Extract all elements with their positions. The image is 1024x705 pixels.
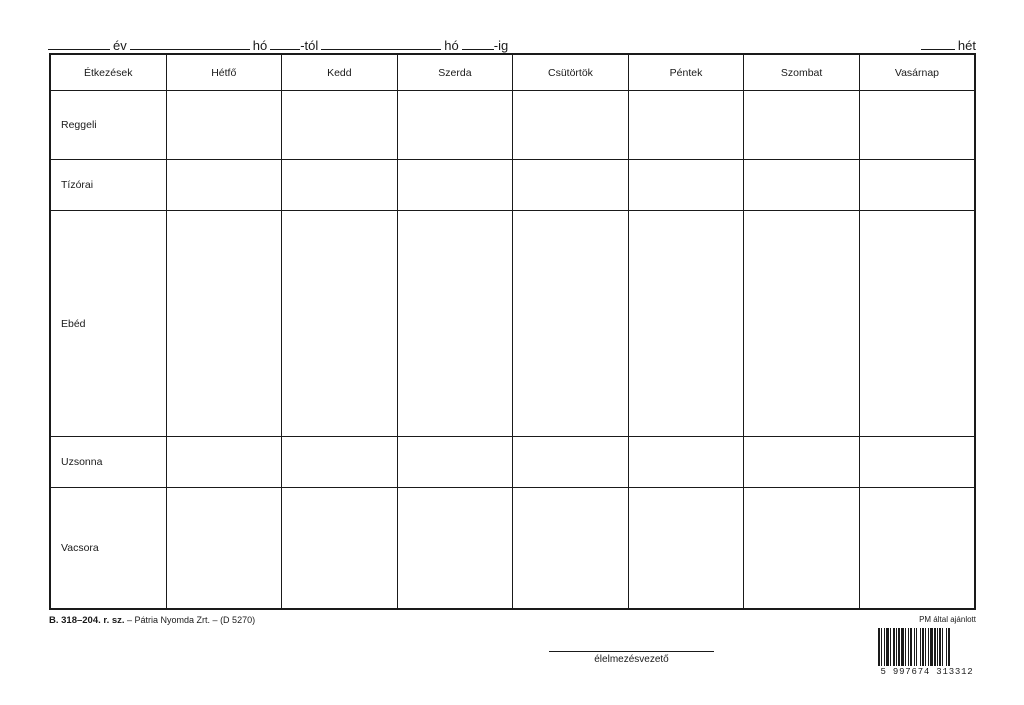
week-header: [921, 35, 976, 53]
week-label: hét: [957, 38, 976, 53]
column-header-tuesday: Kedd: [282, 54, 398, 91]
signature-label: élelmezésvezető: [594, 654, 669, 665]
signature-line[interactable]: [549, 651, 714, 665]
table-cell[interactable]: [744, 488, 860, 609]
table-cell[interactable]: [397, 488, 513, 609]
table-cell[interactable]: [859, 437, 975, 488]
table-cell[interactable]: [282, 488, 398, 609]
table-cell[interactable]: [282, 211, 398, 437]
week-blank[interactable]: [921, 49, 955, 50]
table-cell[interactable]: [628, 488, 744, 609]
month-to-label: hó: [444, 38, 459, 53]
table-row-morning-snack: [50, 160, 975, 211]
barcode: [878, 628, 976, 678]
column-header-wednesday: Szerda: [397, 54, 513, 91]
table-cell[interactable]: [628, 211, 744, 437]
table-cell[interactable]: [166, 211, 282, 437]
table-cell[interactable]: [859, 160, 975, 211]
table-cell[interactable]: [859, 488, 975, 609]
table-cell[interactable]: [744, 211, 860, 437]
to-suffix-label: -ig: [493, 38, 509, 53]
table-cell[interactable]: [744, 91, 860, 160]
recommendation-note: PM által ajánlott: [919, 615, 976, 624]
publisher-text: – Pátria Nyomda Zrt. – (D 5270): [124, 615, 256, 625]
form-code: B. 318–204. r. sz.: [49, 615, 125, 626]
table-cell[interactable]: [744, 160, 860, 211]
table-cell[interactable]: [166, 91, 282, 160]
table-cell[interactable]: [397, 211, 513, 437]
table-cell[interactable]: [859, 91, 975, 160]
column-header-friday: Péntek: [628, 54, 744, 91]
column-header-saturday: Szombat: [744, 54, 860, 91]
year-label: év: [113, 38, 127, 53]
table-cell[interactable]: [513, 160, 629, 211]
table-cell[interactable]: [282, 91, 398, 160]
barcode-digits: 5 997674 313312: [880, 667, 974, 677]
table-cell[interactable]: [166, 437, 282, 488]
day-to-blank[interactable]: [462, 49, 494, 50]
month-from-blank[interactable]: [130, 49, 250, 50]
year-blank[interactable]: [48, 49, 110, 50]
barcode-bars: [878, 628, 976, 666]
table-cell[interactable]: [513, 488, 629, 609]
table-row-dinner: [50, 488, 975, 609]
table-header-row: [50, 54, 975, 91]
table-cell[interactable]: [513, 91, 629, 160]
table-cell[interactable]: [166, 488, 282, 609]
table-cell[interactable]: [744, 437, 860, 488]
table-cell[interactable]: [282, 160, 398, 211]
column-header-monday: Hétfő: [166, 54, 282, 91]
period-header: [48, 35, 511, 53]
form-imprint: [49, 615, 255, 626]
row-label-breakfast: Reggeli: [50, 91, 166, 160]
month-from-label: hó: [252, 38, 268, 53]
table-cell[interactable]: [628, 91, 744, 160]
table-cell[interactable]: [513, 211, 629, 437]
column-header-sunday: Vasárnap: [859, 54, 975, 91]
table-cell[interactable]: [397, 91, 513, 160]
table-cell[interactable]: [628, 160, 744, 211]
table-cell[interactable]: [397, 160, 513, 211]
table-cell[interactable]: [513, 437, 629, 488]
month-to-blank[interactable]: [321, 49, 441, 50]
day-from-blank[interactable]: [270, 49, 300, 50]
row-label-dinner: Vacsora: [50, 488, 166, 609]
table-cell[interactable]: [282, 437, 398, 488]
row-label-morning-snack: Tízórai: [50, 160, 166, 211]
table-cell[interactable]: [859, 211, 975, 437]
table-cell[interactable]: [397, 437, 513, 488]
table-row-afternoon-snack: [50, 437, 975, 488]
table-row-lunch: [50, 211, 975, 437]
column-header-meals: Étkezések: [50, 54, 166, 91]
row-label-lunch: Ebéd: [50, 211, 166, 437]
table-row-breakfast: [50, 91, 975, 160]
from-suffix-label: -tól: [300, 38, 319, 53]
table-cell[interactable]: [628, 437, 744, 488]
weekly-menu-table: [49, 53, 976, 610]
table-cell[interactable]: [166, 160, 282, 211]
row-label-afternoon-snack: Uzsonna: [50, 437, 166, 488]
column-header-thursday: Csütörtök: [513, 54, 629, 91]
